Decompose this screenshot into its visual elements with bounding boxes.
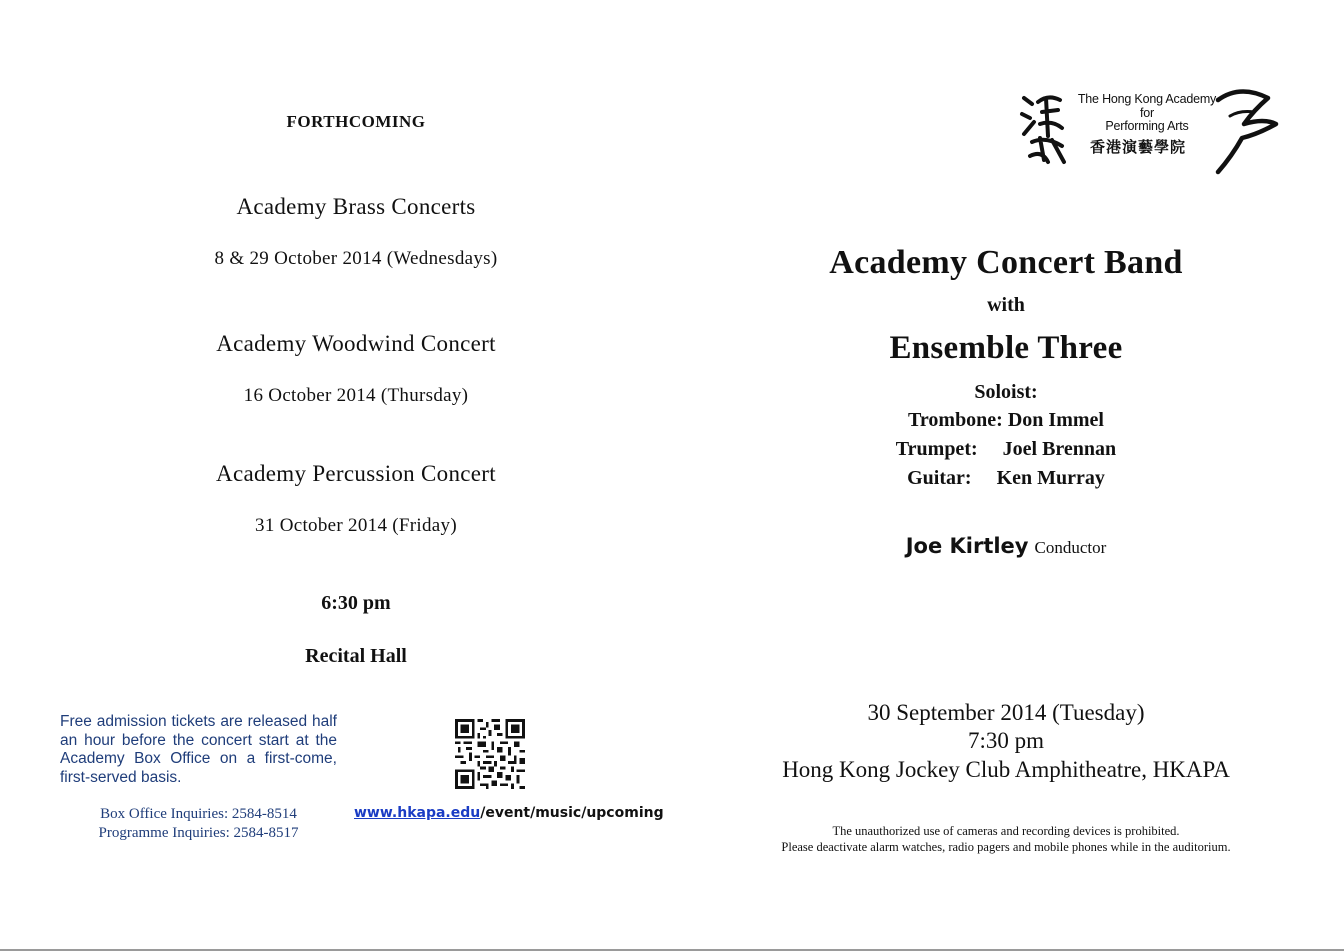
soloist-instrument: Guitar: <box>907 467 972 489</box>
event-title-woodwind: Academy Woodwind Concert <box>216 331 496 356</box>
soloist-row <box>706 409 1306 432</box>
soloist-instrument: Trombone: <box>908 409 1003 431</box>
conductor-name: Joe Kirtley <box>905 534 1029 558</box>
qr-code-icon[interactable] <box>455 719 525 789</box>
logo-line-1: The Hong Kong Academy <box>1077 92 1217 106</box>
programme-inquiries: Programme Inquiries: 2584-8517 <box>98 825 299 841</box>
event-date-brass: 8 & 29 October 2014 (Wednesdays) <box>214 248 498 269</box>
admission-note: Free admission tickets are released half an hour before the concert start at the Academy Box Office on a first-come, first-served basis. <box>60 713 337 786</box>
soloist-row <box>706 438 1306 461</box>
event-date-woodwind: 16 October 2014 (Thursday) <box>243 385 469 406</box>
soloist-instrument: Trumpet: <box>895 438 978 460</box>
soloist-name: Ken Murray <box>996 467 1105 489</box>
notice-cameras: The unauthorized use of cameras and recording devices is prohibited. <box>832 824 1180 838</box>
hkapa-link[interactable]: www.hkapa.edu <box>354 805 481 821</box>
upcoming-events-url[interactable] <box>354 805 664 821</box>
performance-date: 30 September 2014 (Tuesday) <box>867 700 1145 725</box>
hkapa-logo-text <box>1062 93 1232 134</box>
audience-notice <box>706 823 1306 855</box>
inquiries-block <box>60 805 337 843</box>
with-label: with <box>987 294 1025 316</box>
soloist-name: Joel Brennan <box>1002 438 1117 460</box>
url-path: /event/music/upcoming <box>480 805 664 821</box>
forthcoming-venue: Recital Hall <box>305 645 407 667</box>
performance-venue: Hong Kong Jockey Club Amphitheatre, HKAPA <box>782 757 1230 782</box>
event-title-percussion: Academy Percussion Concert <box>216 461 496 486</box>
forthcoming-time: 6:30 pm <box>321 592 391 614</box>
concert-title: Academy Concert Band <box>829 244 1183 281</box>
performance-time: 7:30 pm <box>967 728 1045 753</box>
soloist-name: Don Immel <box>1007 409 1104 431</box>
forthcoming-heading: FORTHCOMING <box>286 112 426 131</box>
logo-line-3: Performing Arts <box>1105 119 1189 133</box>
logo-line-2: for <box>1140 105 1154 120</box>
ensemble-title: Ensemble Three <box>889 330 1123 366</box>
logo-chinese-name: 香港演藝學院 <box>1090 138 1187 156</box>
soloist-row <box>706 467 1306 490</box>
notice-phones: Please deactivate alarm watches, radio pagers and mobile phones while in the auditorium. <box>781 840 1231 854</box>
event-date-percussion: 31 October 2014 (Friday) <box>255 515 457 536</box>
box-office-inquiries: Box Office Inquiries: 2584-8514 <box>100 806 297 822</box>
conductor-line <box>706 534 1306 558</box>
soloist-heading: Soloist: <box>974 381 1038 403</box>
conductor-role: Conductor <box>1034 538 1107 557</box>
event-title-brass: Academy Brass Concerts <box>236 194 476 219</box>
